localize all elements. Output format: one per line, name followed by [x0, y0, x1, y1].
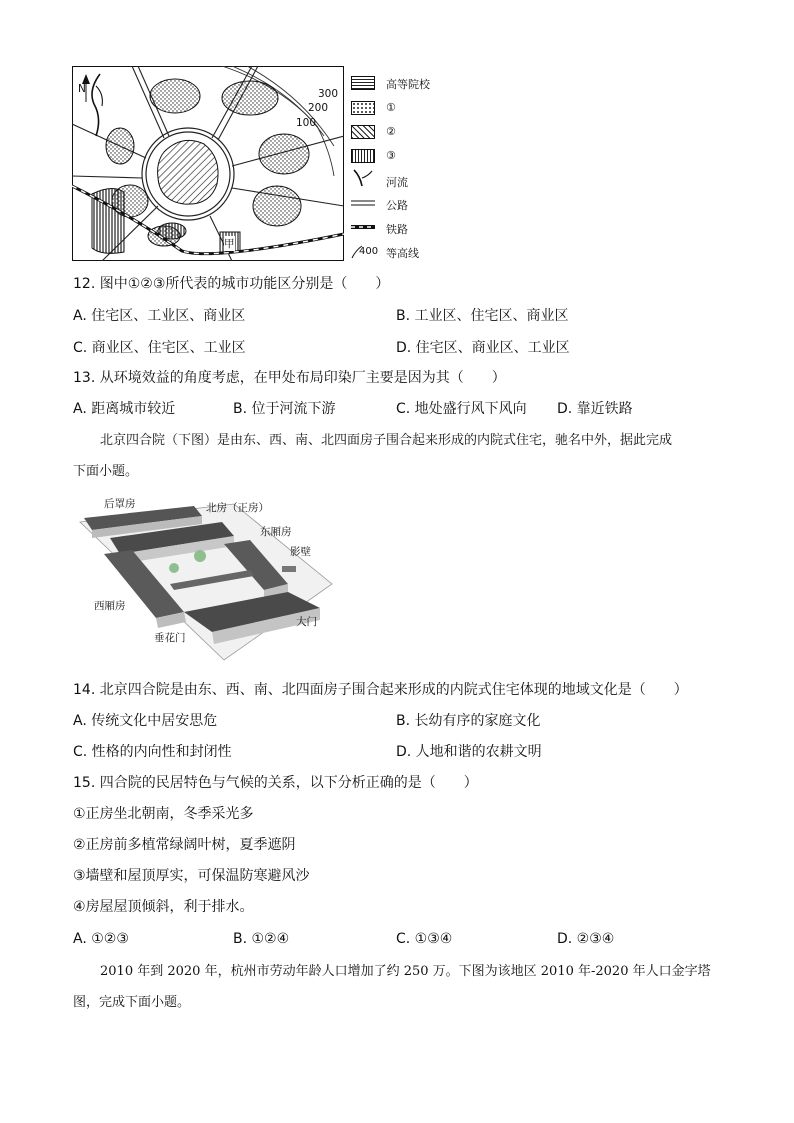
legend-2-swatch	[351, 125, 375, 139]
hangzhou-intro-line1: 2010 年到 2020 年，杭州市劳动年龄人口增加了约 250 万。下图为该地区 2010 年-2020 年人口金字塔	[100, 964, 711, 979]
question-15-item-1: ①正房坐北朝南，冬季采光多	[73, 806, 254, 822]
legend-railway-icon	[350, 222, 376, 232]
legend-road-label: 公路	[386, 199, 408, 212]
question-15-stem: 15. 四合院的民居特色与气候的关系，以下分析正确的是（ ）	[73, 775, 478, 791]
question-15-option-b[interactable]: B. ①②④	[233, 931, 290, 947]
legend-1-swatch	[351, 101, 375, 115]
question-12-option-b[interactable]: B. 工业区、住宅区、商业区	[396, 308, 569, 324]
label-damen: 大门	[296, 616, 317, 628]
siheyuan-intro-line1: 北京四合院（下图）是由东、西、南、北四面房子围合起来形成的内院式住宅，驰名中外，据此完成	[100, 433, 673, 448]
label-chuihuamen: 垂花门	[154, 632, 186, 644]
contour-label-200: 200	[308, 102, 329, 114]
question-13-stem: 13. 从环境效益的角度考虑，在甲处布局印染厂主要是因为其（ ）	[73, 370, 506, 386]
city-function-map	[72, 66, 344, 261]
north-label: N	[78, 83, 86, 95]
city-map-svg	[72, 66, 344, 261]
legend-university-swatch	[351, 76, 375, 90]
legend-railway-label: 铁路	[386, 223, 408, 236]
siheyuan-figure	[74, 492, 336, 664]
question-12-stem: 12. 图中①②③所代表的城市功能区分别是（ ）	[73, 276, 390, 292]
question-14-stem: 14. 北京四合院是由东、西、南、北四面房子围合起来形成的内院式住宅体现的地域文化是（ ）	[73, 682, 688, 698]
contour-label-100: 100	[296, 117, 317, 129]
legend-river-icon	[350, 168, 376, 188]
legend-road-icon	[350, 198, 376, 208]
question-13-option-d[interactable]: D. 靠近铁路	[557, 401, 633, 417]
question-15-item-4: ④房屋屋顶倾斜，利于排水。	[73, 899, 254, 915]
label-xixiangfang: 西厢房	[94, 600, 126, 612]
legend-1-label: ①	[386, 101, 396, 114]
legend-river-label: 河流	[386, 176, 408, 189]
question-15-item-3: ③墙壁和屋顶厚实，可保温防寒避风沙	[73, 868, 310, 884]
legend-2-label: ②	[386, 125, 396, 138]
question-12-option-d[interactable]: D. 住宅区、商业区、工业区	[396, 340, 570, 356]
label-dongxiangfang: 东厢房	[260, 526, 292, 538]
legend-contour-label: 等高线	[386, 247, 419, 260]
question-14-option-b[interactable]: B. 长幼有序的家庭文化	[396, 713, 541, 729]
question-14-option-d[interactable]: D. 人地和谐的农耕文明	[396, 744, 542, 760]
hangzhou-intro-line2: 图，完成下面小题。	[73, 995, 191, 1010]
question-12-option-a[interactable]: A. 住宅区、工业区、商业区	[73, 308, 246, 324]
contour-label-300: 300	[318, 88, 339, 100]
map-legend	[350, 74, 460, 264]
question-13-option-b[interactable]: B. 位于河流下游	[233, 401, 336, 417]
legend-3-label: ③	[386, 149, 396, 162]
question-15-item-2: ②正房前多植常绿阔叶树，夏季遮阴	[73, 837, 296, 853]
legend-contour-value: 400	[359, 246, 379, 257]
question-15-option-c[interactable]: C. ①③④	[396, 931, 453, 947]
question-13-option-a[interactable]: A. 距离城市较近	[73, 401, 176, 417]
jia-label: 甲	[224, 238, 235, 250]
siheyuan-svg	[74, 492, 336, 664]
question-14-option-a[interactable]: A. 传统文化中居安思危	[73, 713, 218, 729]
label-beifang: 北房（正房）	[206, 502, 269, 514]
question-13-option-c[interactable]: C. 地处盛行风下风向	[396, 401, 527, 417]
legend-3-swatch	[351, 149, 375, 163]
question-15-option-d[interactable]: D. ②③④	[557, 931, 615, 947]
siheyuan-intro-line2: 下面小题。	[73, 464, 139, 479]
question-14-option-c[interactable]: C. 性格的内向性和封闭性	[73, 744, 232, 760]
legend-university-label: 高等院校	[386, 78, 430, 91]
question-12-option-c[interactable]: C. 商业区、住宅区、工业区	[73, 340, 246, 356]
label-yingbi: 影壁	[290, 546, 311, 558]
label-houzhaofang: 后罩房	[104, 498, 136, 510]
question-15-option-a[interactable]: A. ①②③	[73, 931, 129, 947]
